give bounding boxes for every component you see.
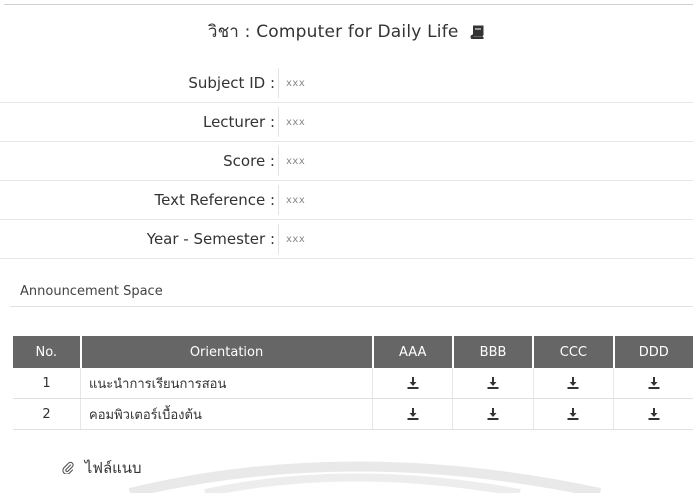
column-header-ccc: CCC: [533, 336, 613, 368]
download-icon[interactable]: [567, 377, 579, 389]
attachments-label: ไฟล์แนบ: [84, 459, 142, 477]
download-aaa-button[interactable]: [373, 399, 453, 430]
download-bbb-button[interactable]: [453, 368, 533, 399]
download-icon[interactable]: [407, 408, 419, 420]
info-separator: [278, 224, 279, 254]
row-number: 2: [13, 399, 81, 430]
top-divider: [4, 4, 693, 5]
column-header-aaa: AAA: [373, 336, 453, 368]
page-title: [0, 18, 693, 45]
download-icon[interactable]: [567, 408, 579, 420]
download-icon[interactable]: [487, 377, 499, 389]
column-header-no: No.: [13, 336, 81, 368]
subject-id-value: xxx: [286, 78, 306, 89]
text-reference-value: xxx: [286, 195, 306, 206]
announcement-space: Announcement Space: [20, 284, 163, 299]
score-value: xxx: [286, 156, 306, 167]
info-separator: [278, 146, 279, 176]
info-separator: [278, 107, 279, 137]
download-bbb-button[interactable]: [453, 399, 533, 430]
info-row-subject-id: [0, 64, 693, 103]
row-number: 1: [13, 368, 81, 399]
lecturer-label: Lecturer :: [202, 113, 275, 131]
year-semester-label: Year - Semester :: [146, 230, 275, 248]
subject-id-label: Subject ID :: [188, 74, 275, 92]
attachments-link[interactable]: [62, 456, 142, 480]
info-row-lecturer: [0, 103, 693, 142]
download-aaa-button[interactable]: [373, 368, 453, 399]
row-orientation: แนะนำการเรียนการสอน: [81, 368, 373, 399]
info-separator: [278, 185, 279, 215]
download-icon[interactable]: [407, 377, 419, 389]
download-ddd-button[interactable]: [614, 368, 693, 399]
download-ddd-button[interactable]: [614, 399, 693, 430]
paperclip-icon: [62, 460, 74, 478]
subject-info: [0, 64, 693, 259]
table-row: [13, 399, 693, 430]
download-icon[interactable]: [648, 408, 660, 420]
table-row: [13, 368, 693, 399]
row-orientation: คอมพิวเตอร์เบื้องต้น: [81, 399, 373, 430]
table-header-row: [13, 336, 693, 368]
info-separator: [278, 68, 279, 98]
score-label: Score :: [223, 152, 275, 170]
column-header-bbb: BBB: [453, 336, 533, 368]
book-icon: [470, 24, 485, 44]
page-title-text: วิชา : Computer for Daily Life: [207, 22, 459, 42]
download-icon[interactable]: [648, 377, 660, 389]
year-semester-value: xxx: [286, 234, 306, 245]
column-header-orientation: Orientation: [81, 336, 373, 368]
info-row-text-reference: [0, 181, 693, 220]
announcement-divider: [10, 306, 693, 307]
info-row-score: [0, 142, 693, 181]
download-icon[interactable]: [487, 408, 499, 420]
column-header-ddd: DDD: [614, 336, 693, 368]
download-ccc-button[interactable]: [533, 368, 613, 399]
text-reference-label: Text Reference :: [154, 191, 275, 209]
download-ccc-button[interactable]: [533, 399, 613, 430]
info-row-year-semester: [0, 220, 693, 259]
orientation-table: [13, 336, 693, 430]
lecturer-value: xxx: [286, 117, 306, 128]
